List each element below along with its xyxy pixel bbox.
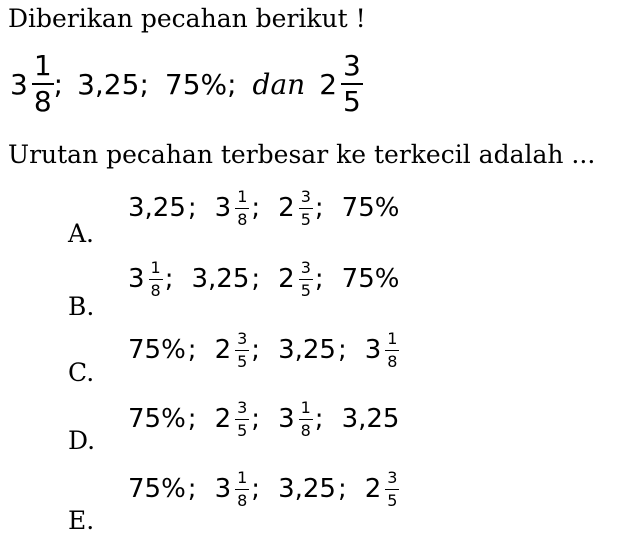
decimal-value: 3,25; — [77, 67, 149, 101]
fraction-series — [10, 44, 363, 124]
numerator: 1 — [150, 257, 161, 277]
whole-part: 3 — [128, 264, 145, 294]
value-text: 75% — [128, 474, 186, 504]
separator: ; — [187, 404, 197, 434]
mixed-number — [278, 186, 313, 229]
denominator: 8 — [33, 85, 52, 118]
whole-part: 2 — [319, 67, 338, 101]
value-text: 3,25 — [341, 404, 400, 434]
numerator: 3 — [387, 467, 398, 487]
option-letter: A. — [68, 219, 95, 248]
numerator: 3 — [237, 397, 248, 417]
option-letter: E. — [68, 506, 95, 535]
whole-part: 3 — [10, 67, 28, 101]
fraction — [235, 186, 249, 229]
numerator: 1 — [33, 49, 52, 82]
whole-part: 3 — [278, 404, 295, 434]
whole-part: 3 — [214, 474, 232, 504]
denominator: 5 — [237, 420, 248, 440]
numerator: 1 — [387, 328, 398, 348]
option-item — [278, 257, 324, 300]
numerator: 3 — [300, 257, 311, 277]
option-item — [342, 404, 400, 434]
problem-title: Diberikan pecahan berikut ! — [8, 4, 366, 33]
mixed-number — [214, 467, 250, 510]
mixed-number — [214, 328, 250, 371]
numerator: 1 — [300, 397, 311, 417]
denominator: 5 — [237, 351, 248, 371]
connector-word: dan — [252, 67, 306, 101]
option-item — [278, 397, 324, 440]
fraction — [235, 467, 249, 510]
fraction — [235, 397, 249, 440]
denominator: 8 — [387, 351, 398, 371]
separator: ; — [164, 264, 174, 294]
option-d-values — [128, 394, 417, 444]
option-item — [192, 264, 261, 294]
fraction — [235, 328, 249, 371]
option-item — [128, 257, 174, 300]
denominator: 8 — [300, 420, 311, 440]
separator: ; — [53, 67, 64, 101]
whole-part: 2 — [278, 264, 295, 294]
whole-part: 2 — [364, 474, 382, 504]
option-item — [214, 467, 261, 510]
option-item — [128, 404, 197, 434]
fraction — [149, 257, 163, 300]
percent-value: 75%; — [164, 67, 237, 101]
fraction — [385, 328, 399, 371]
option-item — [128, 193, 197, 223]
option-item — [214, 397, 261, 440]
denominator: 5 — [300, 280, 311, 300]
fraction — [341, 49, 363, 118]
value-text: 3,25 — [191, 264, 250, 294]
mixed-number — [278, 257, 313, 300]
denominator: 8 — [150, 280, 161, 300]
option-item — [278, 335, 347, 365]
whole-part: 2 — [278, 193, 295, 223]
option-letter: D. — [68, 426, 96, 455]
separator: ; — [314, 264, 324, 294]
separator: ; — [187, 335, 197, 365]
whole-part: 2 — [214, 335, 232, 365]
separator: ; — [187, 193, 197, 223]
separator: ; — [187, 474, 197, 504]
value-text: 3,25 — [278, 474, 336, 504]
option-letter: C. — [68, 358, 95, 387]
mixed-number-last — [319, 49, 363, 118]
value-text: 75% — [128, 335, 186, 365]
fraction — [32, 49, 54, 118]
separator: ; — [251, 404, 261, 434]
fraction — [299, 186, 313, 229]
numerator: 3 — [343, 49, 361, 82]
option-item — [128, 474, 197, 504]
separator: ; — [251, 335, 261, 365]
fraction — [299, 397, 313, 440]
separator: ; — [251, 474, 261, 504]
numerator: 3 — [237, 328, 248, 348]
separator: ; — [251, 193, 261, 223]
mixed-number — [128, 257, 163, 300]
denominator: 5 — [300, 209, 311, 229]
option-c-values — [128, 325, 417, 375]
separator: ; — [251, 264, 261, 294]
separator: ; — [314, 404, 324, 434]
option-item — [278, 186, 324, 229]
option-item — [364, 328, 400, 371]
value-text: 75% — [341, 193, 400, 223]
mixed-number — [364, 328, 400, 371]
numerator: 1 — [237, 186, 248, 206]
separator: ; — [314, 193, 324, 223]
option-item — [278, 474, 347, 504]
mixed-number — [364, 467, 400, 510]
denominator: 5 — [387, 490, 398, 510]
mixed-number — [278, 397, 313, 440]
option-item — [342, 264, 400, 294]
separator: ; — [337, 474, 347, 504]
option-item — [214, 186, 261, 229]
question-text: Urutan pecahan terbesar ke terkecil adalah ... — [8, 140, 596, 169]
option-item — [214, 328, 261, 371]
mixed-number — [214, 186, 250, 229]
denominator: 5 — [343, 85, 361, 118]
value-text: 3,25 — [278, 335, 336, 365]
option-letter: B. — [68, 292, 95, 321]
whole-part: 2 — [214, 404, 232, 434]
whole-part: 3 — [364, 335, 382, 365]
numerator: 1 — [237, 467, 248, 487]
fraction — [299, 257, 313, 300]
denominator: 8 — [237, 490, 248, 510]
mixed-number-first — [10, 49, 54, 118]
option-item — [364, 467, 400, 510]
value-text: 75% — [341, 264, 400, 294]
mixed-number — [214, 397, 250, 440]
value-text: 3,25 — [128, 193, 186, 223]
fraction — [385, 467, 399, 510]
option-item — [342, 193, 400, 223]
option-a-values — [128, 183, 417, 233]
option-e-values — [128, 464, 417, 514]
option-item — [128, 335, 197, 365]
numerator: 3 — [300, 186, 311, 206]
denominator: 8 — [237, 209, 248, 229]
whole-part: 3 — [214, 193, 232, 223]
value-text: 75% — [128, 404, 186, 434]
separator: ; — [337, 335, 347, 365]
option-b-values — [128, 254, 417, 304]
